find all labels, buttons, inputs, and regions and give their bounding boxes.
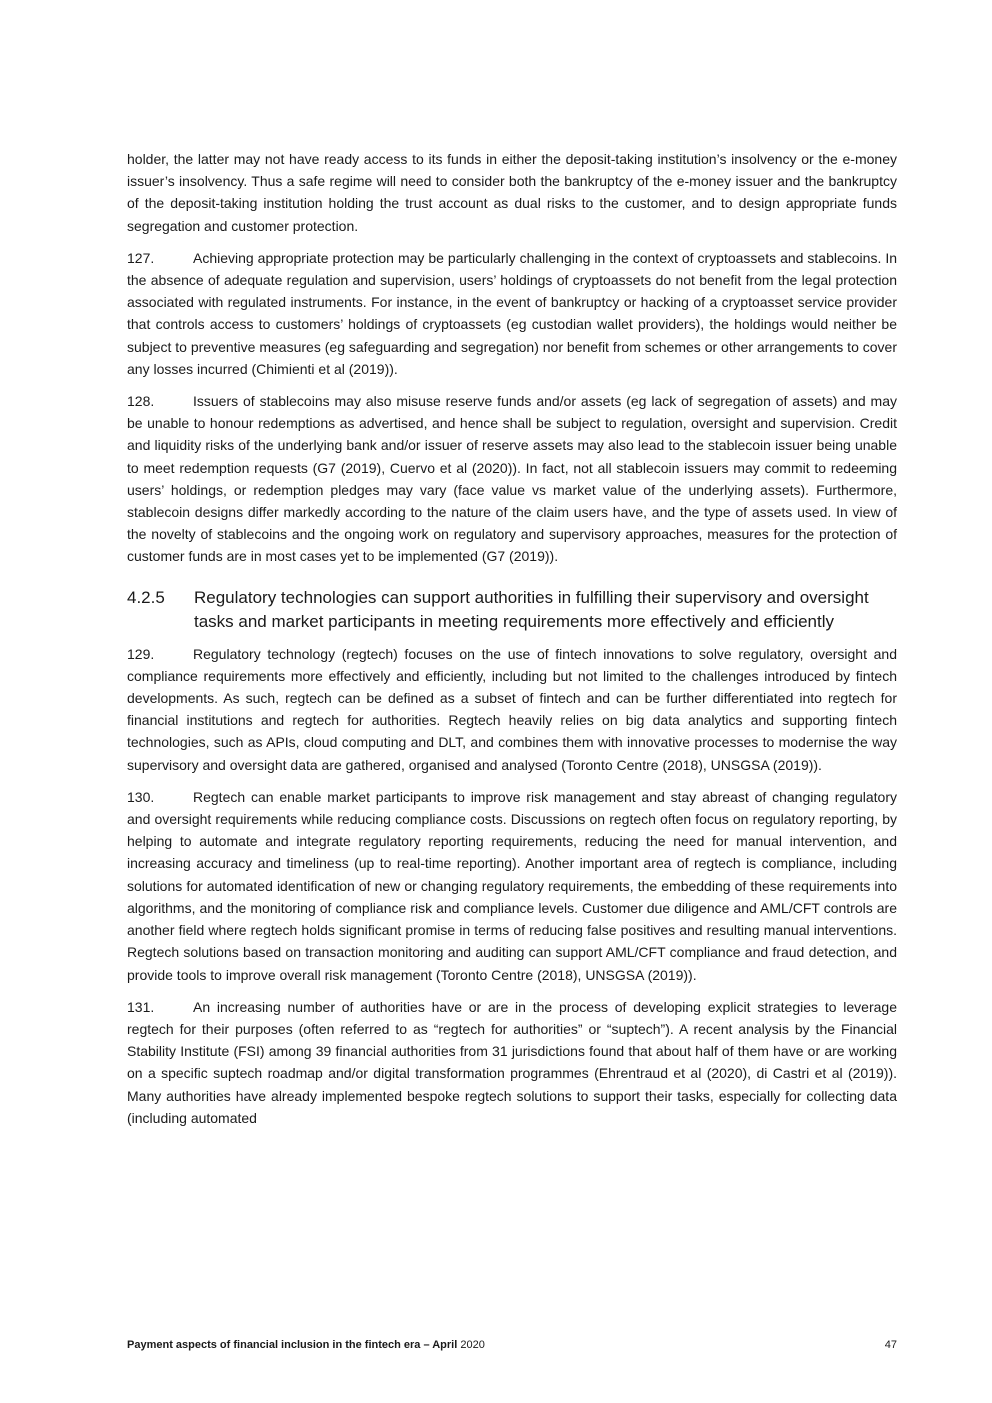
paragraph-130: 130. Regtech can enable market participants to improve risk management and stay abreast of changing regulatory and oversight requirements while reducing compliance costs. Discussions on regtech often focus on regulatory reporting, by helping to automate and integrate regulatory reporting requirements, reducing the need for manual intervention, and increasing accuracy and timeliness (up to real-time reporting). Another important area of regtech is compliance, including solutions for automated identification of new or changing regulatory requirements, the embedding of these requirements into algorithms, and the monitoring of compliance risk and compliance levels. Customer due diligence and AML/CFT controls are another field where regtech holds significant promise in terms of reducing false positives and resulting manual interventions. Regtech solutions based on transaction monitoring and auditing can support AML/CFT compliance and fraud detection, and provide tools to improve overall risk management (Toronto Centre (2018), UNSGSA (2019)).: [127, 786, 897, 986]
page-body: [127, 148, 897, 1139]
paragraph-number: 131.: [127, 998, 155, 1015]
paragraph-number: 129.: [127, 645, 155, 662]
paragraph-127: 127. Achieving appropriate protection may be particularly challenging in the context of cryptoassets and stablecoins. In the absence of adequate regulation and supervision, users’ holdings of cryptoassets do not benefit from the legal protection associated with regulated instruments. For instance, in the event of bankruptcy or hacking of a cryptoasset service provider that controls access to customers’ holdings of cryptoassets (eg custodian wallet providers), the holdings would neither be subject to preventive measures (eg safeguarding and segregation) nor benefit from schemes or other arrangements to cover any losses incurred (Chimienti et al (2019)).: [127, 247, 897, 380]
paragraph-128: 128. Issuers of stablecoins may also misuse reserve funds and/or assets (eg lack of segregation of assets) and may be unable to honour redemptions as advertised, and hence shall be subject to regulation, oversight and supervision. Credit and liquidity risks of the underlying bank and/or issuer of reserve assets may also lead to the stablecoin issuer being unable to meet redemption requests (G7 (2019), Cuervo et al (2020)). In fact, not all stablecoin issuers may commit to redeeming users’ holdings, or redemption pledges may vary (face value vs market value of the underlying assets). Furthermore, stablecoin designs differ markedly according to the nature of the claim users have, and the type of assets used. In view of the novelty of stablecoins and the ongoing work on regulatory and supervisory approaches, measures for the protection of customer funds are in most cases yet to be implemented (G7 (2019)).: [127, 390, 897, 568]
page-number: 47: [884, 1339, 897, 1351]
paragraph-number: 127.: [127, 249, 155, 266]
page-footer: [127, 1337, 897, 1353]
section-title: Regulatory technologies can support authorities in fulfilling their supervisory and oversight tasks and market participants in meeting requirements more effectively and efficiently: [194, 587, 869, 632]
paragraph-continued: holder, the latter may not have ready access to its funds in either the deposit-taking institution’s insolvency or the e-money issuer’s insolvency. Thus a safe regime will need to consider both the bankruptcy of the e-money issuer and the bankruptcy of the deposit-taking institution holding the trust account as dual risks to the customer, and to design appropriate funds segregation and customer protection.: [127, 151, 897, 234]
paragraph-number: 130.: [127, 788, 155, 805]
paragraph-129: 129. Regulatory technology (regtech) focuses on the use of fintech innovations to solve regulatory, oversight and compliance requirements more effectively and efficiently, including but not limited to the challenges introduced by fintech developments. As such, regtech can be defined as a subset of fintech and can be further differentiated into regtech for financial institutions and regtech for authorities. Regtech heavily relies on big data analytics and supporting fintech technologies, such as APIs, cloud computing and DLT, and combines them with innovative processes to modernise the way supervisory and oversight data are gathered, organised and analysed (Toronto Centre (2018), UNSGSA (2019)).: [127, 643, 897, 776]
footer-title: Payment aspects of financial inclusion in the fintech era – April 2020: [127, 1339, 485, 1351]
paragraph-number: 128.: [127, 393, 155, 410]
section-number: 4.2.5: [127, 587, 165, 607]
section-heading: [127, 586, 897, 635]
paragraph-131: 131. An increasing number of authorities have or are in the process of developing explicit strategies to leverage regtech for their purposes (often referred to as “regtech for authorities” or “suptech”). A recent analysis by the Financial Stability Institute (FSI) among 39 financial authorities from 31 jurisdictions found that about half of them have or are working on a specific suptech roadmap and/or digital transformation programmes (Ehrentraud et al (2020), di Castri et al (2019)). Many authorities have already implemented bespoke regtech solutions to support their tasks, especially for collecting data (including automated: [127, 996, 897, 1129]
